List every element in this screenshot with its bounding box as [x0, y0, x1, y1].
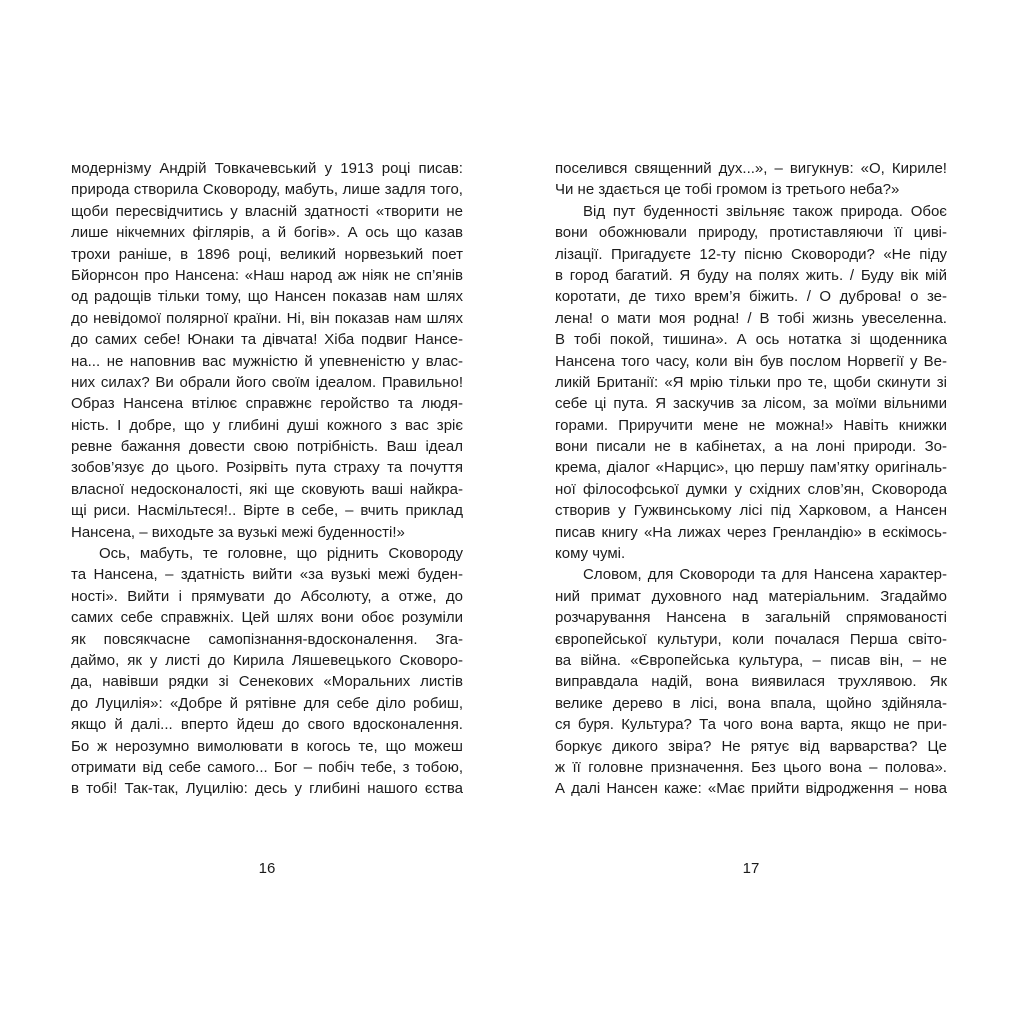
text-line: лізації. Пригадуєте 12-ту пісню Сковороди? «Не піду — [555, 245, 947, 263]
text-line: лена! о мати моя родна! / В тобі жизнь увеселенна. — [555, 309, 947, 327]
text-line: щі риси. Насмільтеся!.. Вірте в себе, – вчить приклад — [71, 502, 463, 520]
text-line: ликій Британії: «Я мрію тільки про те, щоби скинути зі — [555, 373, 947, 391]
text-line: європейської культури, коли почалася Перша світо- — [555, 630, 948, 648]
page-16 — [71, 0, 463, 1024]
text-line: них силах? Ви обрали його своїм ідеалом. Правильно! — [71, 373, 464, 391]
text-line: поселився священний дух...», – вигукнув: «О, Кириле! — [555, 160, 947, 177]
text-line: в город багатий. Я буду на полях жить. / Буду вік мій — [555, 266, 948, 284]
text-line: себе ці пута. Я заскучив за лісом, за моїми вільними — [555, 395, 947, 413]
text-line: власної недосконалості, які ще сковують ваші найкра- — [71, 480, 464, 498]
text-line: Словом, для Сковороди та для Нансена характер- — [583, 566, 947, 584]
text-line: даймо, як у листі до Кирила Ляшевецького Сковоро- — [71, 651, 464, 669]
text-line: на... не наповнив вас мужністю й упевненістю у влас- — [71, 352, 464, 370]
text-line: Від пут буденності звільняє також природа. Обоє — [583, 202, 947, 220]
text-line: горами. Приручити мене не можна!» Навіть книжки — [555, 416, 947, 434]
text-line: Нансена, – виходьте за вузькі межі буденності!» — [71, 523, 405, 541]
text-line: та Нансена, – здатність вийти «за вузькі межі буден- — [71, 566, 463, 584]
text-line: трохи раніше, в 1896 році, великий норвезький поет — [71, 245, 463, 263]
text-line: до Луцилія»: «Добре й рятівне для себе діло робиш, — [71, 694, 464, 712]
page-number-left: 16 — [258, 860, 276, 877]
text-line: А далі Нансен каже: «Має прийти відродження – нова — [555, 780, 947, 798]
text-line: як повсякчасне самопізнання-вдосконалення. Зга- — [71, 630, 463, 648]
text-line: природа створила Сковороду, мабуть, лише задля того, — [71, 181, 463, 199]
text-line: кому чумі. — [555, 545, 626, 563]
text-line: Ось, мабуть, те головне, що ріднить Сковороду — [99, 545, 464, 563]
text-line: виправдала надій, вона виявилася трухлявою. Як — [555, 673, 948, 691]
text-line: ності». Вийти і прямувати до Абсолюту, а отже, до — [71, 587, 464, 605]
text-line: Нансена того часу, коли він був послом Норвегії у Ве- — [555, 352, 947, 370]
text-line: ний примат духовного над матеріальним. Згадаймо — [555, 587, 947, 605]
page-17 — [555, 0, 947, 1024]
text-line: Бо ж нерозумно вимолювати в когось те, що можеш — [71, 737, 463, 755]
text-line: отримати від себе самого... Бог – побіч тебе, з тобою, — [71, 758, 464, 776]
text-line: якщо й далі... вперто йдеш до свого вдосконалення. — [71, 716, 463, 734]
text-line: ж її головне призначення. Без цього вона – полова». — [555, 758, 947, 776]
page-17-text-column — [555, 158, 947, 800]
page-number-right: 17 — [742, 860, 760, 877]
text-line: зобов’язує до цього. Розірвіть пута страху та почуття — [71, 459, 463, 477]
text-line: до невідомої полярної країни. Ні, він показав нам шлях — [71, 309, 464, 327]
text-line: коротати, де тихо врем’я біжить. / О дуброва! о зе- — [555, 288, 947, 306]
text-line: в тобі! Так-так, Луцилію: десь у глибині нашого єства — [71, 780, 464, 798]
text-line: велике дерево в лісі, вона впала, щойно здійняла- — [555, 694, 948, 712]
text-line: писав книгу «На лижах через Гренландію» в ескімось- — [555, 523, 947, 541]
text-line: розчарування Нансена в загальній спрямованості — [555, 609, 947, 627]
text-line: самих себе справжніх. Цей шлях вони обоє розуміли — [71, 609, 464, 627]
text-line: крема, діалог «Нарцис», цю першу пам’ятку оригіналь- — [555, 459, 948, 477]
page-16-text-column — [71, 158, 463, 800]
text-line: од радощів тільки тому, що Нансен показав нам шлях — [71, 288, 463, 306]
text-line: вони обожнювали природу, протиставляючи її циві- — [555, 224, 947, 242]
text-line: створив у Гужвинському лісі під Харковом, а Нансен — [555, 502, 948, 520]
text-line: ревне бажання довести свою потрібність. Ваш ідеал — [71, 438, 464, 456]
text-line: В тобі покой, тишина». А ось нотатка зі щоденника — [555, 331, 947, 349]
text-line: ної філософської думки у східних слов’ян, Сковорода — [555, 480, 947, 498]
text-line: Образ Нансена втілює справжнє геройство та людя- — [71, 395, 463, 413]
text-line: лише нікчемних фіглярів, а й богів». А ось що казав — [71, 224, 464, 242]
text-line: вони писали не в кабінетах, а на лоні природи. Зо- — [555, 438, 948, 456]
text-line: ва війна. «Європейська культура, – писав він, – не — [555, 651, 947, 669]
text-line: Чи не здається це тобі громом із третього неба?» — [555, 181, 900, 199]
text-line: да, навівши рядки зі Сенекових «Моральних листів — [71, 673, 463, 691]
text-line: боркує дикого звіра? Не рятує від варварства? Це — [555, 737, 947, 755]
text-line: щоби пересвідчитись у власній здатності «творити не — [71, 202, 464, 220]
text-line: модернізму Андрій Товкачевський у 1913 році писав: — [71, 160, 463, 177]
text-line: ність. І добре, що у глибині душі кожного з вас зріє — [71, 416, 464, 434]
text-line: ся буря. Культура? Та чого вона варта, якщо не при- — [555, 716, 947, 734]
text-line: Бйорнсон про Нансена: «Наш народ аж ніяк не сп’янів — [71, 266, 464, 284]
text-line: до самих себе! Юнаки та дівчата! Хіба подвиг Нансе- — [71, 331, 463, 349]
